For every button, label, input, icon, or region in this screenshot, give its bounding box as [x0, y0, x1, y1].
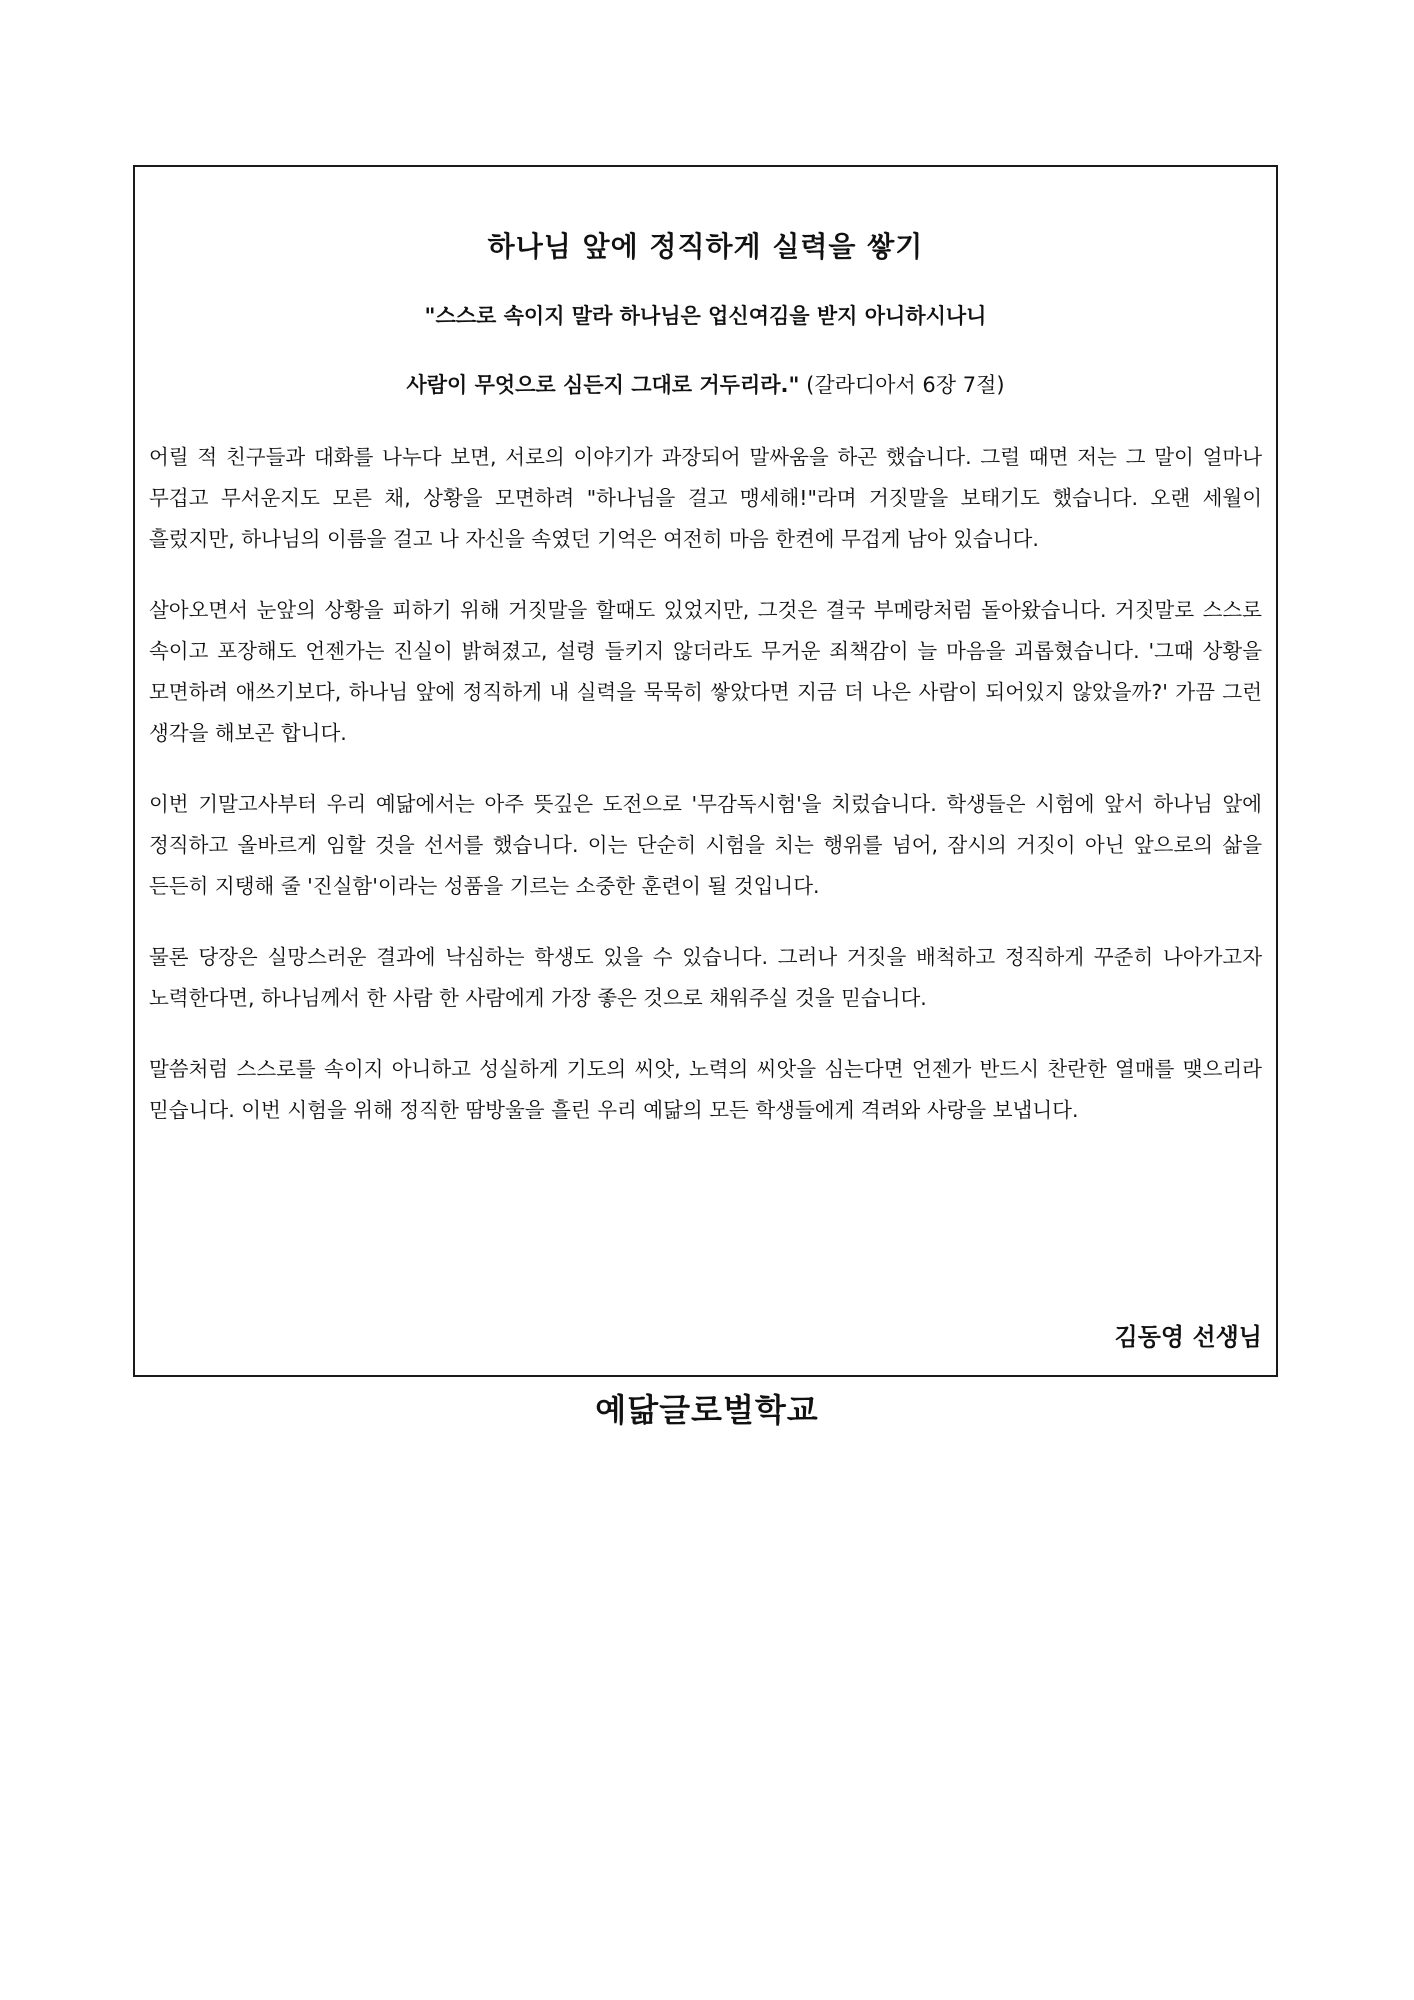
author-signature: 김동영 선생님: [1114, 1323, 1262, 1351]
verse-reference: (갈라디아서 6장 7절): [806, 373, 1005, 397]
verse-line-2: [135, 371, 1276, 399]
verse-text-1: "스스로 속이지 말라 하나님은 업신여김을 받지 아니하시나니: [424, 304, 987, 328]
article-body: [149, 437, 1262, 1161]
verse-line-1: [135, 302, 1276, 330]
verse-text-2: 사람이 무엇으로 심든지 그대로 거두리라.": [406, 373, 800, 397]
article-box: [133, 165, 1278, 1377]
paragraph-3: 이번 기말고사부터 우리 예닮에서는 아주 뜻깊은 도전으로 '무감독시험'을 치렀습니다. 학생들은 시험에 앞서 하나님 앞에 정직하고 올바르게 임할 것을 선서를 했습니다. 이는 단순히 시험을 치는 행위를 넘어, 잠시의 거짓이 아닌 앞으로의 삶을 든든히 지탱해 줄 '진실함'이라는 성품을 기르는 소중한 훈련이 될 것입니다.: [149, 792, 1262, 898]
paragraph-1: 어릴 적 친구들과 대화를 나누다 보면, 서로의 이야기가 과장되어 말싸움을 하곤 했습니다. 그럴 때면 저는 그 말이 얼마나 무겁고 무서운지도 모른 채, 상황을 모면하려 "하나님을 걸고 맹세해!"라며 거짓말을 보태기도 했습니다. 오랜 세월이 흘렀지만, 하나님의 이름을 걸고 나 자신을 속였던 기억은 여전히 마음 한켠에 무겁게 남아 있습니다.: [149, 445, 1262, 551]
paragraph-5: 말씀처럼 스스로를 속이지 아니하고 성실하게 기도의 씨앗, 노력의 씨앗을 심는다면 언젠가 반드시 찬란한 열매를 맺으리라 믿습니다. 이번 시험을 위해 정직한 땀방울을 흘린 우리 예닮의 모든 학생들에게 격려와 사랑을 보냅니다.: [149, 1057, 1262, 1122]
article-title: 하나님 앞에 정직하게 실력을 쌓기: [487, 230, 924, 263]
paragraph-4: 물론 당장은 실망스러운 결과에 낙심하는 학생도 있을 수 있습니다. 그러나 거짓을 배척하고 정직하게 꾸준히 나아가고자 노력한다면, 하나님께서 한 사람 한 사람에게 가장 좋은 것으로 채워주실 것을 믿습니다.: [149, 945, 1262, 1010]
paragraph-2: 살아오면서 눈앞의 상황을 피하기 위해 거짓말을 할때도 있었지만, 그것은 결국 부메랑처럼 돌아왔습니다. 거짓말로 스스로 속이고 포장해도 언젠가는 진실이 밝혀졌고, 설령 들키지 않더라도 무거운 죄책감이 늘 마음을 괴롭혔습니다. '그때 상황을 모면하려 애쓰기보다, 하나님 앞에 정직하게 내 실력을 묵묵히 쌓았다면 지금 더 나은 사람이 되어있지 않았을까?' 가끔 그런 생각을 해보곤 합니다.: [149, 598, 1262, 745]
school-name: 예닮글로벌학교: [595, 1391, 819, 1429]
